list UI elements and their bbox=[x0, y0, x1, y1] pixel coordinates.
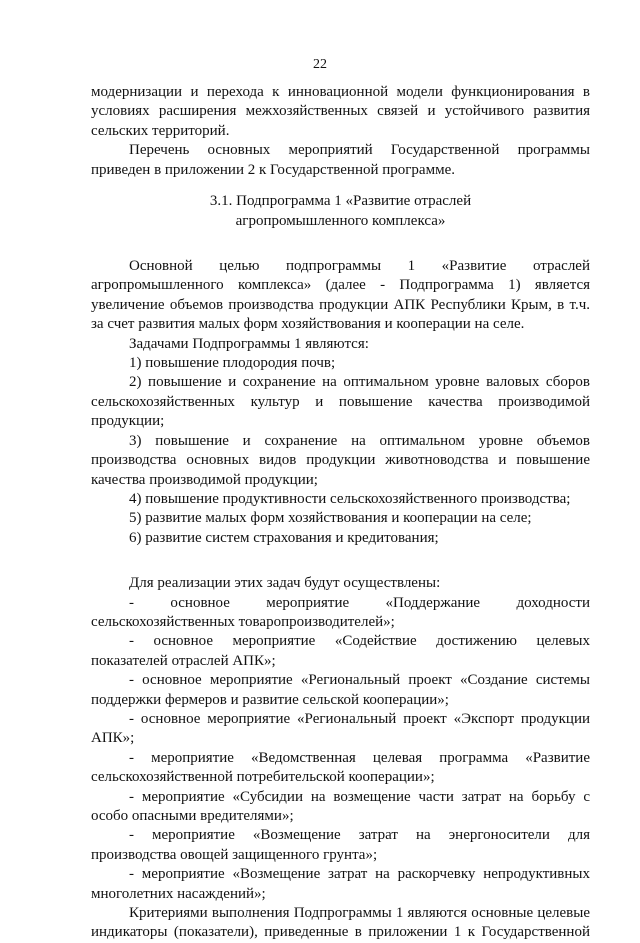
section-title-line-1: 3.1. Подпрограмма 1 «Развитие отраслей bbox=[209, 193, 472, 210]
measure-item: - мероприятие «Ведомственная целевая программа «Развитие сельскохозяйственной потребительской кооперации»; bbox=[91, 749, 590, 786]
page-number: 22 bbox=[313, 57, 327, 72]
measure-item: - мероприятие «Возмещение затрат на энергоносители для производства овощей защищенного грунта»; bbox=[91, 827, 590, 863]
task-item: 5) развитие малых форм хозяйствования и кооперации на селе; bbox=[129, 510, 532, 527]
goal-paragraph: Основной целью подпрограммы 1 «Развитие отраслей агропромышленного комплекса» (далее - Подпрограмма 1) является увеличение объемов производства продукции АПК Республики Крым, в т.ч. за счет развития малых форм хозяйствования и кооперации на селе. bbox=[91, 258, 590, 333]
measure-item: - мероприятие «Возмещение затрат на раскорчевку непродуктивных многолетних насаждений»; bbox=[91, 866, 590, 902]
tasks-intro: Задачами Подпрограммы 1 являются: bbox=[129, 335, 369, 352]
task-item: 4) повышение продуктивности сельскохозяйственного производства; bbox=[129, 490, 571, 507]
task-item: 2) повышение и сохранение на оптимальном уровне валовых сборов сельскохозяйственных культур и повышение качества производимой продукции; bbox=[91, 374, 590, 430]
criteria-paragraph: Критериями выполнения Подпрограммы 1 являются основные целевые индикаторы (показатели), приведенные в приложении 1 к Государственной bbox=[91, 905, 590, 941]
task-item: 6) развитие систем страхования и кредитования; bbox=[129, 529, 439, 546]
task-item: 1) повышение плодородия почв; bbox=[129, 355, 336, 372]
spacer bbox=[91, 548, 590, 574]
task-item: 3) повышение и сохранение на оптимальном уровне объемов производства основных видов продукции животноводства и повышение качества производимой продукции; bbox=[91, 432, 590, 488]
measures-intro: Для реализации этих задач будут осуществлены: bbox=[129, 575, 441, 592]
list-reference-paragraph: Перечень основных мероприятий Государственной программы приведен в приложении 2 к Государственной программе. bbox=[91, 142, 590, 178]
measure-item: - основное мероприятие «Содействие достижению целевых показателей отраслей АПК»; bbox=[91, 633, 590, 669]
measure-item: - основное мероприятие «Региональный проект «Создание системы поддержки фермеров и развитие сельской кооперации»; bbox=[91, 672, 590, 708]
measure-item: - основное мероприятие «Поддержание доходности сельскохозяйственных товаропроизводителей»; bbox=[91, 594, 590, 630]
measure-item: - мероприятие «Субсидии на возмещение части затрат на борьбу с особо опасными вредителями»; bbox=[91, 788, 590, 824]
section-heading bbox=[91, 191, 590, 231]
section-title-line-2: агропромышленного комплекса» bbox=[235, 213, 446, 230]
page-body bbox=[91, 83, 590, 943]
intro-paragraph: модернизации и перехода к инновационной модели функционирования в условиях расширения межхозяйственных связей и устойчивого развития сельских территорий. bbox=[91, 84, 590, 139]
measure-item: - основное мероприятие «Региональный проект «Экспорт продукции АПК»; bbox=[91, 710, 590, 747]
